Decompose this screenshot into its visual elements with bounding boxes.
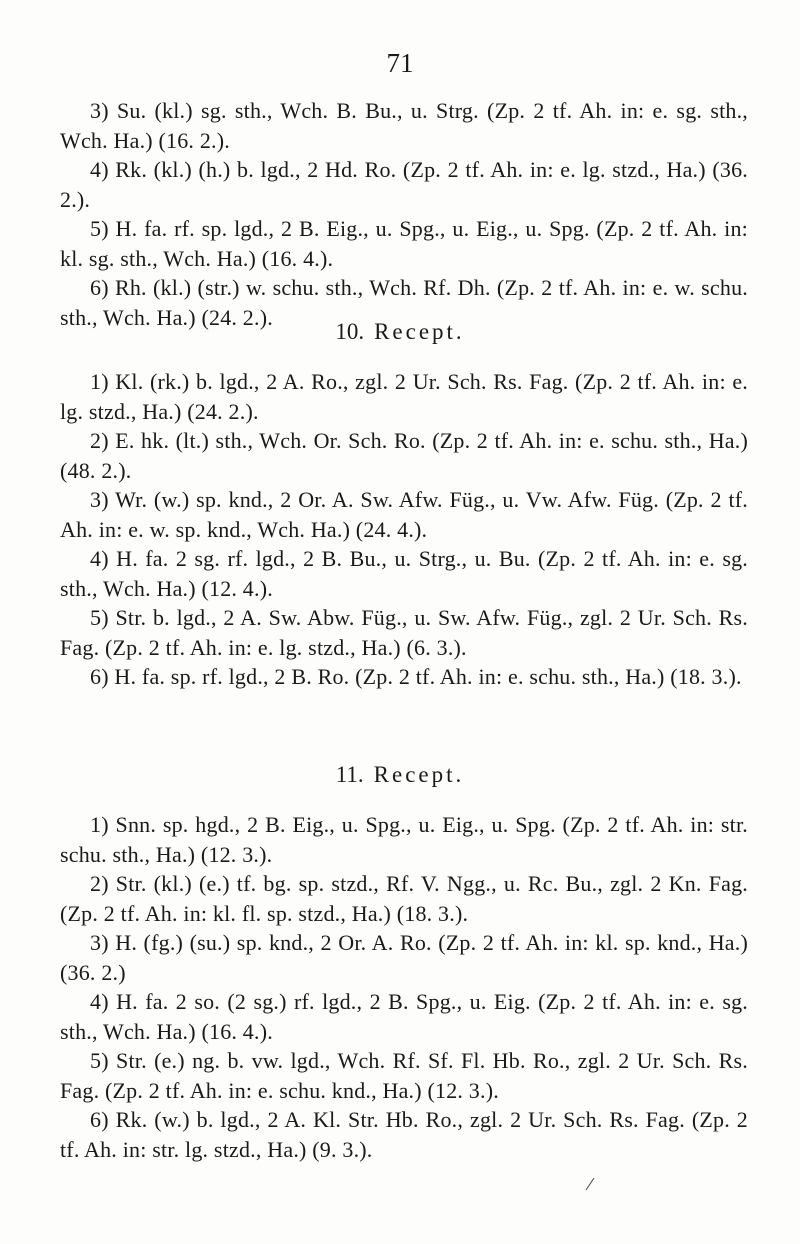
section-number: 10.	[335, 319, 365, 344]
recipe-entry: 4) H. fa. 2 so. (2 sg.) rf. lgd., 2 B. Spg., u. Eig. (Zp. 2 tf. Ah. in: e. sg. sth., Wch. Ha.) (16. 4.).	[60, 989, 748, 1044]
recipe-entry: 5) Str. b. lgd., 2 A. Sw. Abw. Füg., u. Sw. Afw. Füg., zgl. 2 Ur. Sch. Rs. Fag. (Zp. 2 tf. Ah. in: e. lg. stzd., Ha.) (6. 3.).	[60, 605, 748, 660]
page-number: 71	[386, 48, 414, 78]
section-title: Recept.	[373, 762, 465, 787]
section-11-heading	[0, 760, 800, 790]
recipe-entry: 5) Str. (e.) ng. b. vw. lgd., Wch. Rf. Sf. Fl. Hb. Ro., zgl. 2 Ur. Sch. Rs. Fag. (Zp. 2 tf. Ah. in: e. schu. knd., Ha.) (12. 3.).	[60, 1048, 748, 1103]
section-9-continued	[60, 96, 748, 332]
recipe-entry: 3) Wr. (w.) sp. knd., 2 Or. A. Sw. Afw. Füg., u. Vw. Afw. Füg. (Zp. 2 tf. Ah. in: e. w. sp. knd., Wch. Ha.) (24. 4.).	[60, 487, 748, 542]
recipe-entry: 1) Snn. sp. hgd., 2 B. Eig., u. Spg., u. Eig., u. Spg. (Zp. 2 tf. Ah. in: str. schu. sth., Ha.) (12. 3.).	[60, 812, 748, 867]
recipe-entry: 2) Str. (kl.) (e.) tf. bg. sp. stzd., Rf. V. Ngg., u. Rc. Bu., zgl. 2 Kn. Fag. (Zp. 2 tf. Ah. in: kl. fl. sp. stzd., Ha.) (18. 3.).	[60, 871, 748, 926]
recipe-entry: 3) Su. (kl.) sg. sth., Wch. B. Bu., u. Strg. (Zp. 2 tf. Ah. in: e. sg. sth., Wch. Ha.) (16. 2.).	[60, 98, 748, 153]
recipe-entry: 2) E. hk. (lt.) sth., Wch. Or. Sch. Ro. (Zp. 2 tf. Ah. in: e. schu. sth., Ha.) (48. 2.).	[60, 428, 748, 483]
recipe-entry: 6) Rh. (kl.) (str.) w. schu. sth., Wch. Rf. Dh. (Zp. 2 tf. Ah. in: e. w. schu. sth., Wch. Ha.) (24. 2.).	[60, 275, 748, 330]
recipe-entry: 5) H. fa. rf. sp. lgd., 2 B. Eig., u. Spg., u. Eig., u. Spg. (Zp. 2 tf. Ah. in: kl. sg. sth., Wch. Ha.) (16. 4.).	[60, 216, 748, 271]
stray-pen-mark	[583, 1177, 597, 1191]
section-10-heading	[0, 317, 800, 347]
recipe-entry: 4) Rk. (kl.) (h.) b. lgd., 2 Hd. Ro. (Zp. 2 tf. Ah. in: e. lg. stzd., Ha.) (36. 2.).	[60, 157, 748, 212]
recipe-entry: 1) Kl. (rk.) b. lgd., 2 A. Ro., zgl. 2 Ur. Sch. Rs. Fag. (Zp. 2 tf. Ah. in: e. lg. stzd., Ha.) (24. 2.).	[60, 369, 748, 424]
recipe-entry: 3) H. (fg.) (su.) sp. knd., 2 Or. A. Ro. (Zp. 2 tf. Ah. in: kl. sp. knd., Ha.) (36. 2.)	[60, 930, 748, 985]
recipe-entry: 6) H. fa. sp. rf. lgd., 2 B. Ro. (Zp. 2 tf. Ah. in: e. schu. sth., Ha.) (18. 3.).	[90, 664, 742, 689]
section-10-body	[60, 367, 748, 692]
section-11-body	[60, 810, 748, 1164]
recipe-entry: 4) H. fa. 2 sg. rf. lgd., 2 B. Bu., u. Strg., u. Bu. (Zp. 2 tf. Ah. in: e. sg. sth., Wch. Ha.) (12. 4.).	[60, 546, 748, 601]
section-title: Recept.	[374, 319, 465, 344]
recipe-entry: 6) Rk. (w.) b. lgd., 2 A. Kl. Str. Hb. Ro., zgl. 2 Ur. Sch. Rs. Fag. (Zp. 2 tf. Ah. in: str. lg. stzd., Ha.) (9. 3.).	[60, 1107, 748, 1162]
section-number: 11.	[335, 762, 364, 787]
